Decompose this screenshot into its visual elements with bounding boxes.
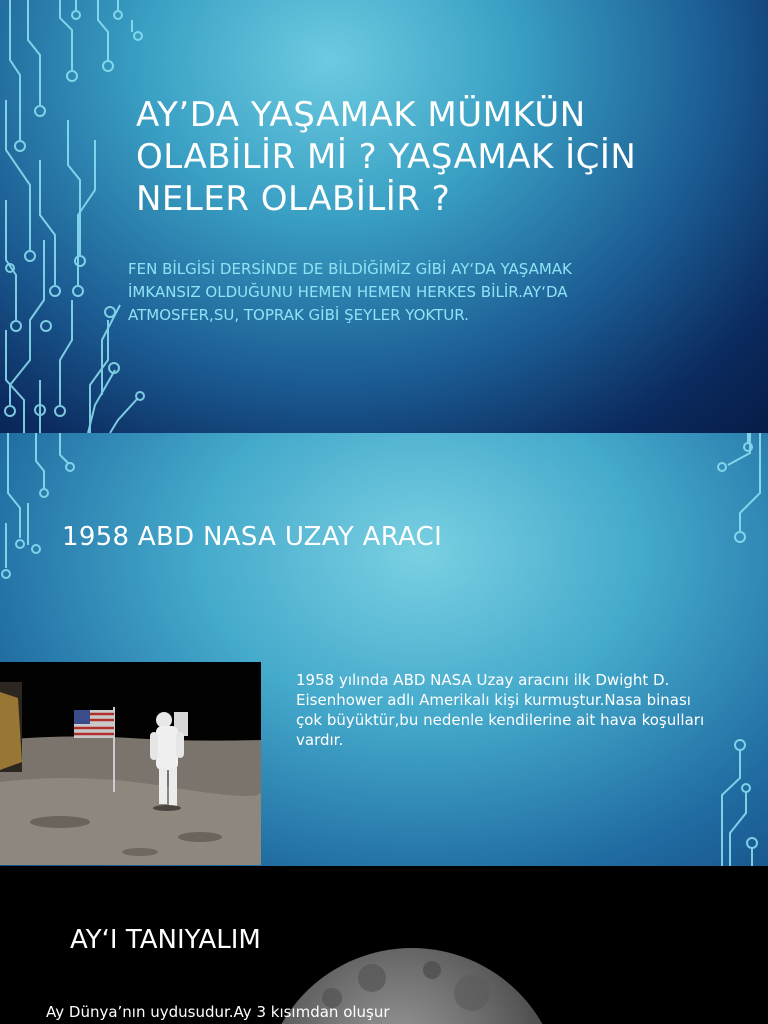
circuit-decoration-right-bottom-icon	[700, 733, 768, 866]
circuit-decoration-icon	[0, 0, 150, 433]
slide-1-title: AY’DA YAŞAMAK MÜMKÜN OLABİLİR Mİ ? YAŞAMAK İÇİN NELER OLABİLİR ?	[136, 95, 637, 219]
moon-landing-photo	[0, 662, 261, 865]
slide-3	[0, 866, 768, 1024]
slide-3-body: Ay Dünya’nın uydusudur.Ay 3 kısımdan oluşur	[46, 1003, 390, 1021]
slide-1-subtitle: FEN BİLGİSİ DERSİNDE DE BİLDİĞİMİZ GİBİ AY‘DA YAŞAMAK İMKANSIZ OLDUĞUNU HEMEN HEMEN HERKES BİLİR.AY‘DA ATMOSFER,SU, TOPRAK GİBİ ŞEYLER YOKTUR.	[128, 260, 572, 324]
slide-3-title: AY‘I TANIYALIM	[70, 925, 261, 955]
slide-1	[0, 0, 768, 433]
circuit-decoration-left-icon	[0, 433, 80, 603]
slide-2-body: 1958 yılında ABD NASA Uzay aracını ilk Dwight D. Eisenhower adlı Amerikalı kişi kurmuştur.Nasa binası çok büyüktür,bu nedenle kendilerine ait hava koşulları vardır.	[296, 671, 705, 749]
slide-2-title: 1958 ABD NASA UZAY ARACI	[62, 522, 443, 552]
circuit-decoration-right-top-icon	[700, 433, 768, 553]
astronaut-flag-image	[0, 662, 261, 865]
slide-2	[0, 433, 768, 866]
